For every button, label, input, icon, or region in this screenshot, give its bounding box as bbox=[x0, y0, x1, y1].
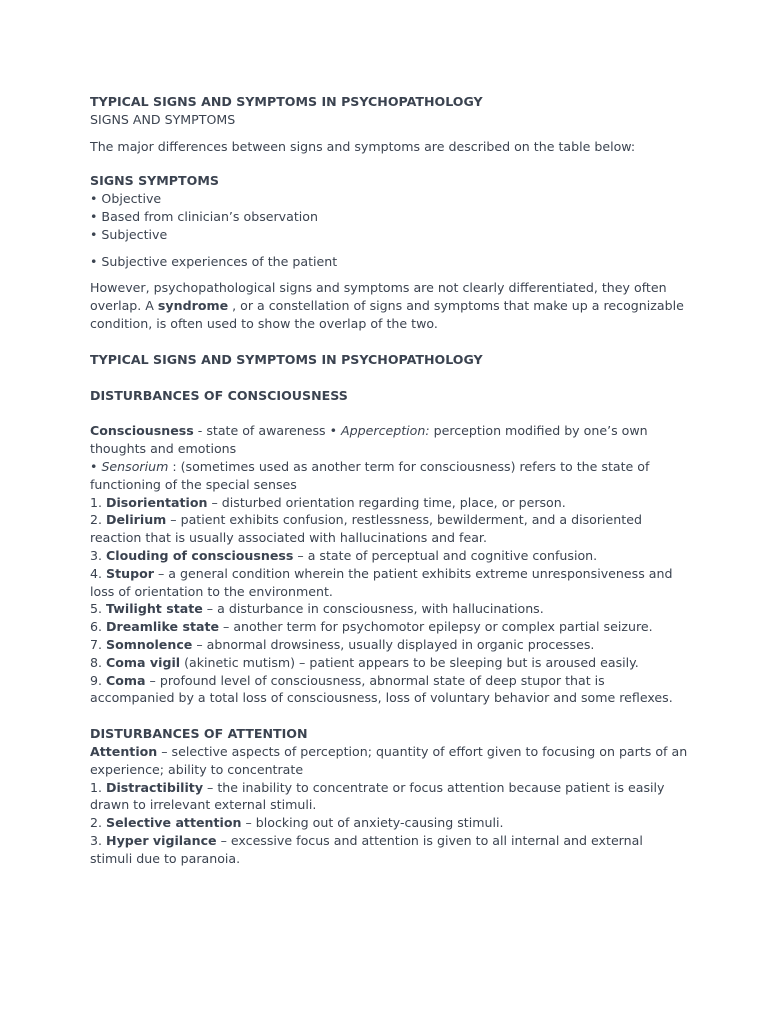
sensorium-bullet: • bbox=[90, 458, 102, 474]
consciousness-definition bbox=[90, 422, 688, 458]
consciousness-def-text: - state of awareness • bbox=[193, 423, 342, 439]
item-number: 9. bbox=[90, 672, 107, 688]
attention-term: Attention bbox=[90, 743, 158, 759]
item-number: 2. bbox=[90, 512, 107, 528]
item-term: Stupor bbox=[106, 565, 154, 581]
list-item bbox=[90, 636, 688, 654]
item-number: 3. bbox=[90, 547, 107, 563]
item-number: 1. bbox=[90, 494, 107, 510]
sensorium-term: Sensorium bbox=[101, 458, 169, 474]
item-number: 3. bbox=[90, 832, 107, 848]
bullet-item: • Subjective experiences of the patient bbox=[90, 253, 338, 269]
item-text: (akinetic mutism) – patient appears to be sleeping but is aroused easily. bbox=[180, 654, 639, 670]
item-term: Somnolence bbox=[106, 636, 193, 652]
item-text: – another term for psychomotor epilepsy or complex partial seizure. bbox=[219, 619, 653, 635]
item-number: 5. bbox=[90, 601, 107, 617]
overlap-text-pre: However, psychopathological signs and symptoms are not clearly differentiated, they often overlap. A bbox=[90, 280, 667, 314]
item-term: Disorientation bbox=[106, 494, 208, 510]
item-term: Clouding of consciousness bbox=[106, 547, 294, 563]
apperception-text: perception modified by one’s own thoughts and emotions bbox=[90, 423, 648, 457]
apperception-term: Apperception: bbox=[341, 423, 430, 439]
item-text: – abnormal drowsiness, usually displayed in organic processes. bbox=[192, 636, 595, 652]
list-item bbox=[90, 618, 688, 636]
item-text: – the inability to concentrate or focus attention because patient is easily drawn to irrelevant external stimuli. bbox=[90, 779, 665, 813]
item-text: – a general condition wherein the patient exhibits extreme unresponsiveness and loss of orientation to the environment. bbox=[90, 565, 673, 599]
item-term: Twilight state bbox=[106, 601, 203, 617]
item-number: 2. bbox=[90, 815, 107, 831]
item-number: 8. bbox=[90, 654, 107, 670]
bullet-item: • Based from clinician’s observation bbox=[90, 208, 318, 224]
list-item bbox=[90, 511, 688, 547]
overlap-paragraph bbox=[90, 279, 688, 332]
item-term: Dreamlike state bbox=[106, 619, 220, 635]
item-term: Delirium bbox=[106, 512, 167, 528]
doc-title: TYPICAL SIGNS AND SYMPTOMS IN PSYCHOPATHOLOGY bbox=[90, 94, 483, 109]
item-number: 4. bbox=[90, 565, 107, 581]
overlap-text-post: , or a constellation of signs and symptoms that make up a recognizable condition, is often used to show the overlap of the two. bbox=[90, 298, 684, 331]
item-number: 6. bbox=[90, 619, 107, 635]
section-title: TYPICAL SIGNS AND SYMPTOMS IN PSYCHOPATHOLOGY bbox=[90, 351, 483, 367]
syndrome-term: syndrome bbox=[157, 298, 229, 314]
table-heading: SIGNS SYMPTOMS bbox=[90, 173, 219, 189]
list-item bbox=[90, 547, 688, 565]
item-text: – patient exhibits confusion, restlessness, bewilderment, and a disoriented reaction that is usually associated with hallucinations and fear. bbox=[90, 512, 642, 546]
item-text: – profound level of consciousness, abnormal state of deep stupor that is accompanied by a total loss of consciousness, loss of voluntary behavior and some reflexes. bbox=[90, 672, 673, 706]
item-text: – disturbed orientation regarding time, place, or person. bbox=[207, 494, 566, 510]
list-item bbox=[90, 565, 688, 601]
item-text: – a state of perceptual and cognitive confusion. bbox=[293, 547, 598, 563]
attention-def-text: – selective aspects of perception; quantity of effort given to focusing on parts of an experience; ability to concentrate bbox=[90, 743, 688, 777]
intro-text: The major differences between signs and symptoms are described on the table below: bbox=[90, 138, 636, 154]
sensorium-text: : (sometimes used as another term for consciousness) refers to the state of functioning of the special senses bbox=[90, 458, 650, 492]
item-term: Coma vigil bbox=[106, 654, 181, 670]
doc-subtitle: SIGNS AND SYMPTOMS bbox=[90, 111, 236, 127]
item-number: 7. bbox=[90, 636, 107, 652]
consciousness-heading: DISTURBANCES OF CONSCIOUSNESS bbox=[90, 387, 348, 403]
attention-definition bbox=[90, 743, 688, 779]
item-term: Selective attention bbox=[106, 815, 242, 831]
list-item bbox=[90, 832, 688, 868]
consciousness-term: Consciousness bbox=[90, 423, 194, 439]
list-item bbox=[90, 654, 688, 672]
item-text: – excessive focus and attention is given to all internal and external stimuli due to paranoia. bbox=[90, 832, 643, 866]
list-item bbox=[90, 494, 688, 512]
item-term: Hyper vigilance bbox=[106, 832, 217, 848]
item-term: Coma bbox=[106, 672, 146, 688]
list-item bbox=[90, 672, 688, 708]
item-text: – a disturbance in consciousness, with hallucinations. bbox=[202, 601, 544, 617]
item-text: – blocking out of anxiety-causing stimuli. bbox=[241, 815, 504, 831]
list-item bbox=[90, 814, 688, 832]
attention-heading: DISTURBANCES OF ATTENTION bbox=[90, 726, 308, 742]
item-number: 1. bbox=[90, 779, 107, 795]
bullet-item: • Objective bbox=[90, 191, 162, 207]
list-item bbox=[90, 600, 688, 618]
sensorium-definition bbox=[90, 458, 688, 494]
list-item bbox=[90, 779, 688, 815]
item-term: Distractibility bbox=[106, 779, 204, 795]
bullet-item: • Subjective bbox=[90, 226, 168, 242]
